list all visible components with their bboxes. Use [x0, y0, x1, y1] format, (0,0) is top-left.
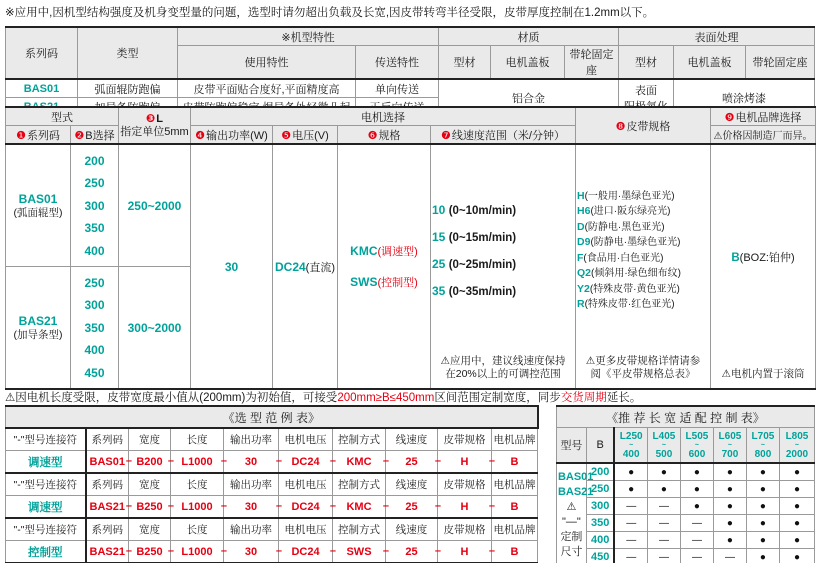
material-value: 铝合金 — [439, 79, 619, 116]
ex-header-speed: 线速度 — [386, 473, 438, 496]
example-value: BAS21 – — [86, 496, 129, 519]
ex-header-belt: 皮带规格 — [438, 428, 492, 451]
compat-mark: ● — [614, 481, 647, 498]
header-motor-select: 电机选择 — [191, 107, 576, 126]
example-value: 25 – — [386, 451, 438, 474]
ex-header-control: 控制方式 — [333, 473, 386, 496]
width-customization-note: ⚠因电机长度受限，皮带宽度最小值从(200mm)为初始值，可接受200mm≥B≤450mm区间范围定制宽度，同步交货周期延长。 — [5, 392, 642, 404]
example-value: 25 – — [386, 496, 438, 519]
type-bas01: 弧面辊防跑偏 — [78, 79, 178, 98]
example-value: DC24 – — [279, 541, 333, 563]
header-transfer-feature: 传送特性 — [356, 46, 439, 80]
example-value: B — [492, 496, 538, 519]
compat-mark: ● — [779, 549, 814, 563]
l-range-header: L705 ~ 800 — [746, 428, 779, 464]
ex-header-voltage: 电机电压 — [279, 518, 333, 541]
belt-more-note: ⚠更多皮带规格详情请参 阅《平皮带规格总表》 — [585, 354, 701, 380]
compat-mark: ● — [713, 515, 746, 532]
header-use-feature: 使用特性 — [178, 46, 356, 80]
example-value: KMC – — [333, 451, 386, 474]
header-profile-2: 型材 — [619, 46, 674, 80]
header-material: 材质 — [439, 27, 619, 46]
use-feature-bas01: 皮带平面贴合度好,平面精度高 — [178, 79, 356, 98]
series-spec-table — [5, 26, 815, 117]
ex-header-speed: 线速度 — [386, 428, 438, 451]
compat-mark: ● — [680, 481, 713, 498]
compat-mark: ● — [746, 498, 779, 515]
ex-header-belt: 皮带规格 — [438, 518, 492, 541]
l-range-header: L405 ~ 500 — [647, 428, 680, 464]
header-power: ❹输出功率(W) — [191, 126, 273, 145]
ex-header-connector: "-"型号连接符 — [6, 518, 86, 541]
example-value: KMC – — [333, 496, 386, 519]
length-width-compat-table — [556, 405, 815, 563]
ex-header-power: 输出功率 — [224, 473, 279, 496]
motor-brand-option: B(BOZ:铂仲) ⚠电机内置于滚筒 — [711, 144, 816, 389]
example-value: 30 – — [224, 496, 279, 519]
compat-mark: — — [680, 549, 713, 563]
ex-header-power: 输出功率 — [224, 428, 279, 451]
series-cell-bas01: BAS01 (弧面辊型) — [6, 144, 71, 267]
header-length-l: ❸L 指定单位5mm — [119, 107, 191, 144]
l-range-header: L505 ~ 600 — [680, 428, 713, 464]
header-voltage: ❺电压(V) — [273, 126, 338, 145]
compat-mark: ● — [713, 463, 746, 481]
b-value: 200 — [586, 463, 614, 481]
ex-header-width: 宽度 — [129, 518, 171, 541]
compat-mark: ● — [779, 498, 814, 515]
example-type: 调速型 — [6, 451, 86, 474]
compat-model-cell: BAS01 BAS21 ⚠ "—" 定制尺寸 — [556, 463, 586, 563]
compat-mark: ● — [713, 481, 746, 498]
example-value: B — [492, 451, 538, 474]
ex-header-belt: 皮带规格 — [438, 473, 492, 496]
compat-mark: ● — [746, 549, 779, 563]
series-cell-bas21: BAS21 (加导条型) — [6, 267, 71, 390]
example-value: DC24 – — [279, 451, 333, 474]
example-value: BAS21 – — [86, 541, 129, 563]
compat-mark: ● — [746, 481, 779, 498]
compat-mark: ● — [647, 481, 680, 498]
header-b-select: ❷B选择 — [71, 126, 119, 145]
compat-mark: — — [713, 549, 746, 563]
ex-header-control: 控制方式 — [333, 428, 386, 451]
header-series: ❶系列码 — [6, 126, 71, 145]
ex-header-series: 系列码 — [86, 473, 129, 496]
compat-header-model: 型号 — [556, 428, 586, 464]
top-usage-note: ※应用中,因机型结构强度及机身变型量的问题，选型时请勿超出负载及长宽,因皮带转弯半径受限，皮带厚度控制在1.2mm以下。 — [5, 7, 655, 19]
compat-mark: — — [647, 498, 680, 515]
header-model-form: 型式 — [6, 107, 119, 126]
compat-mark: — — [647, 515, 680, 532]
b-value: 450 — [586, 549, 614, 563]
example-value: SWS – — [333, 541, 386, 563]
compat-mark: — — [614, 515, 647, 532]
l-range-bas01: 250~2000 — [119, 144, 191, 267]
ex-header-width: 宽度 — [129, 428, 171, 451]
ex-header-control: 控制方式 — [333, 518, 386, 541]
compat-mark: ● — [779, 532, 814, 549]
header-motor-brand: ❾电机品牌选择 — [711, 107, 816, 126]
header-series-code: 系列码 — [6, 27, 78, 79]
example-value: B200 – — [129, 451, 171, 474]
header-pulley-seat: 带轮固定座 — [565, 46, 619, 80]
ex-header-voltage: 电机电压 — [279, 473, 333, 496]
compat-mark: ● — [713, 498, 746, 515]
compat-mark: ● — [779, 463, 814, 481]
compat-mark: — — [647, 532, 680, 549]
header-type: 类型 — [78, 27, 178, 79]
l-range-header: L805 ~ 2000 — [779, 428, 814, 464]
example-value: H – — [438, 451, 492, 474]
compat-mark: ● — [779, 515, 814, 532]
power-value: 30 — [191, 144, 273, 389]
line-speed-options: 10 (0~10m/min) 15 (0~15m/min) 25 (0~25m/min) 35 (0~35m/min) ⚠应用中，建议线速度保持 在20%以上的可调控范围 — [431, 144, 576, 389]
ex-header-voltage: 电机电压 — [279, 428, 333, 451]
speed-usage-note: ⚠应用中，建议线速度保持 在20%以上的可调控范围 — [440, 354, 566, 380]
compat-mark: — — [680, 515, 713, 532]
compat-table-title: 《推 荐 长 宽 适 配 控 制 表》 — [556, 406, 814, 428]
compat-mark: — — [614, 498, 647, 515]
header-line-speed: ❼线速度范围（米/分钟） — [431, 126, 576, 145]
example-value: B250 – — [129, 496, 171, 519]
header-belt-spec: ❽皮带规格 — [576, 107, 711, 144]
example-value: 30 – — [224, 451, 279, 474]
header-machine-feature: ※机型特性 — [178, 27, 439, 46]
l-range-header: L250 ~ 400 — [614, 428, 647, 464]
voltage-value: DC24(直流) — [273, 144, 338, 389]
model-composition-table — [5, 106, 816, 390]
header-surface-treatment: 表面处理 — [619, 27, 815, 46]
transfer-feature-bas01: 单向传送 — [356, 79, 439, 98]
ex-header-connector: "-"型号连接符 — [6, 473, 86, 496]
compat-header-b: B — [586, 428, 614, 464]
example-value: H – — [438, 541, 492, 563]
ex-header-length: 长度 — [171, 428, 224, 451]
compat-mark: ● — [680, 463, 713, 481]
example-value: B — [492, 541, 538, 563]
b-value: 250 — [586, 481, 614, 498]
example-type: 控制型 — [6, 541, 86, 563]
ex-header-series: 系列码 — [86, 428, 129, 451]
compat-mark: ● — [680, 498, 713, 515]
b-value: 300 — [586, 498, 614, 515]
ex-header-width: 宽度 — [129, 473, 171, 496]
compat-mark: ● — [779, 481, 814, 498]
surface-paint-value: 喷涂烤漆 — [674, 79, 815, 116]
brand-price-note: ⚠价格因制造厂而异。 — [711, 126, 816, 145]
b-options-bas21: 250 300 350 400 450 — [71, 267, 119, 390]
selection-example-table — [5, 405, 539, 563]
l-range-bas21: 300~2000 — [119, 267, 191, 390]
example-value: 30 – — [224, 541, 279, 563]
compat-mark: ● — [746, 515, 779, 532]
compat-mark: — — [614, 532, 647, 549]
b-value: 400 — [586, 532, 614, 549]
header-spec: ❻规格 — [338, 126, 431, 145]
compat-mark: ● — [746, 463, 779, 481]
example-value: L1000 – — [171, 451, 224, 474]
series-code-bas01: BAS01 — [6, 79, 78, 98]
example-value: H – — [438, 496, 492, 519]
l-range-header: L605 ~ 700 — [713, 428, 746, 464]
header-motor-cover: 电机盖板 — [491, 46, 565, 80]
example-table-title: 《选 型 范 例 表》 — [6, 406, 538, 428]
bottom-tables — [5, 405, 815, 563]
header-profile: 型材 — [439, 46, 491, 80]
example-value: DC24 – — [279, 496, 333, 519]
belt-spec-options: H(一般用·墨绿色亚光) H6(进口·阪东绿亮光) D(防静电·黑色亚光) D9(防静电·墨绿色亚光) F(食品用·白色亚光) Q2(倾斜用·绿色细布纹) Y2(特殊皮带·黄色亚光) R(特殊皮带·红色亚光) ⚠更多皮带规格详情请参 阅《平皮带规格总表》 — [576, 144, 711, 389]
ex-header-power: 输出功率 — [224, 518, 279, 541]
ex-header-speed: 线速度 — [386, 518, 438, 541]
example-type: 调速型 — [6, 496, 86, 519]
ex-header-length: 长度 — [171, 473, 224, 496]
ex-header-series: 系列码 — [86, 518, 129, 541]
b-options-bas01: 200 250 300 350 400 — [71, 144, 119, 267]
compat-mark: — — [680, 532, 713, 549]
example-value: 25 – — [386, 541, 438, 563]
header-pulley-seat-2: 带轮固定座 — [746, 46, 815, 80]
spec-options: KMC(调速型) SWS(控制型) — [338, 144, 431, 389]
header-motor-cover-2: 电机盖板 — [674, 46, 746, 80]
ex-header-brand: 电机品牌 — [492, 473, 538, 496]
b-value: 350 — [586, 515, 614, 532]
ex-header-brand: 电机品牌 — [492, 518, 538, 541]
ex-header-connector: "-"型号连接符 — [6, 428, 86, 451]
compat-mark: ● — [614, 463, 647, 481]
compat-mark: ● — [713, 532, 746, 549]
compat-mark: — — [614, 549, 647, 563]
example-value: L1000 – — [171, 541, 224, 563]
brand-builtin-note: ⚠电机内置于滚筒 — [721, 367, 805, 380]
ex-header-length: 长度 — [171, 518, 224, 541]
compat-mark: ● — [647, 463, 680, 481]
surface-profile-value: 表面 — [619, 79, 674, 116]
example-value: L1000 – — [171, 496, 224, 519]
example-value: BAS01 – — [86, 451, 129, 474]
example-value: B250 – — [129, 541, 171, 563]
compat-mark: — — [647, 549, 680, 563]
compat-mark: ● — [746, 532, 779, 549]
ex-header-brand: 电机品牌 — [492, 428, 538, 451]
